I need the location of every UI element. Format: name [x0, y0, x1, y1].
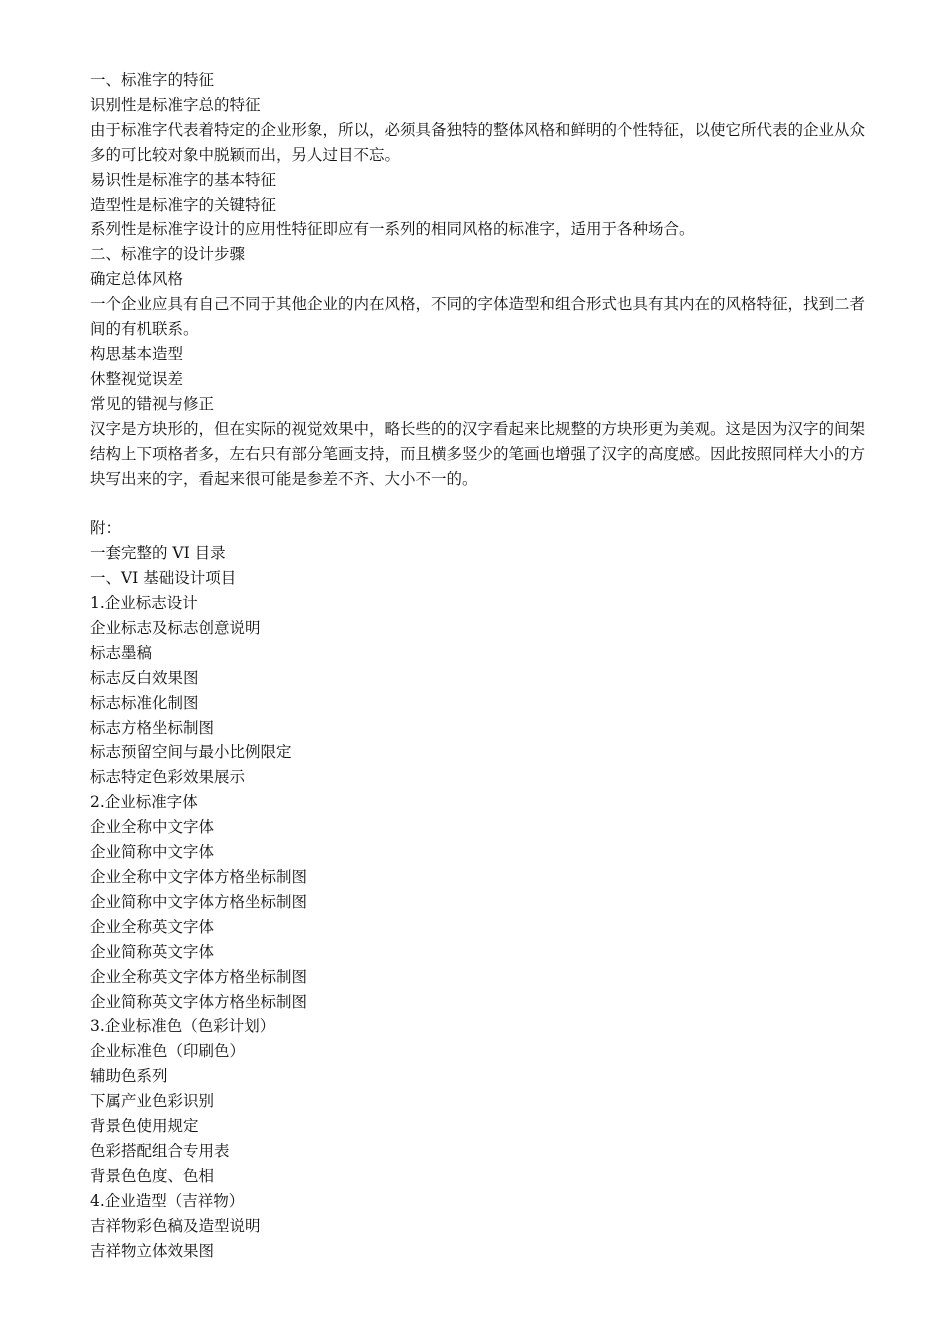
list-item: 3.企业标准色（色彩计划）: [90, 1017, 276, 1036]
list-item: 企业全称中文字体: [90, 818, 215, 837]
list-item: 企业简称中文字体: [90, 843, 215, 862]
list-item: 标志反白效果图: [90, 668, 199, 687]
list-item: 企业全称英文字体方格坐标制图: [90, 967, 308, 986]
list-item: 企业简称英文字体: [90, 942, 215, 961]
list-item: 1.企业标志设计: [90, 594, 198, 613]
list-item: 下属产业色彩识别: [90, 1092, 215, 1111]
blank-line: [90, 491, 870, 516]
list-item: 标志标准化制图: [90, 693, 199, 712]
document-page: [90, 68, 870, 1263]
section-heading: 一、标准字的特征: [90, 71, 215, 89]
paragraph: 常见的错视与修正: [90, 394, 215, 413]
list-item: 企业标准色（印刷色）: [90, 1042, 246, 1061]
list-item: 标志墨稿: [90, 643, 153, 662]
paragraph: 造型性是标准字的关键特征: [90, 195, 277, 214]
list-item: 4.企业造型（吉祥物）: [90, 1191, 245, 1210]
list-item: 企业全称英文字体: [90, 917, 215, 936]
section-heading: 二、标准字的设计步骤: [90, 245, 246, 264]
paragraph: 汉字是方块形的，但在实际的视觉效果中，略长些的的汉字看起来比规整的方块形更为美观。这是因为汉字的间架结构上下项格者多，左右只有部分笔画支持，而且横多竖少的笔画也增强了汉字的高度感。因此按照同样大小的方块写出来的字，看起来很可能是参差不齐、大小不一的。: [90, 419, 866, 488]
paragraph: 一个企业应具有自己不同于其他企业的内在风格，不同的字体造型和组合形式也具有其内在的风格特征，找到二者间的有机联系。: [90, 295, 866, 339]
list-item: 标志方格坐标制图: [90, 718, 215, 737]
list-item: 企业全称中文字体方格坐标制图: [90, 867, 308, 886]
list-item: 企业简称英文字体方格坐标制图: [90, 992, 308, 1011]
list-item: 标志预留空间与最小比例限定: [90, 743, 292, 762]
paragraph: 识别性是标准字总的特征: [90, 95, 261, 114]
paragraph: 易识性是标准字的基本特征: [90, 170, 277, 189]
list-item: 2.企业标准字体: [90, 793, 198, 812]
list-item: 吉祥物彩色稿及造型说明: [90, 1216, 261, 1235]
list-item: 企业标志及标志创意说明: [90, 618, 261, 637]
list-item: 背景色使用规定: [90, 1117, 199, 1136]
list-item: 企业简称中文字体方格坐标制图: [90, 892, 308, 911]
appendix-part-heading: 一、VI 基础设计项目: [90, 569, 237, 588]
list-item: 辅助色系列: [90, 1067, 168, 1086]
paragraph: 系列性是标准字设计的应用性特征即应有一系列的相同风格的标准字，适用于各种场合。: [90, 220, 695, 239]
list-item: 背景色色度、色相: [90, 1166, 215, 1185]
appendix-label: 附：: [90, 519, 122, 538]
list-item: 吉祥物立体效果图: [90, 1241, 215, 1260]
appendix-title: 一套完整的 VI 目录: [90, 544, 226, 563]
list-item: 色彩搭配组合专用表: [90, 1141, 230, 1160]
paragraph: 休整视觉误差: [90, 369, 184, 388]
paragraph: 由于标准字代表着特定的企业形象，所以，必须具备独特的整体风格和鲜明的个性特征，以使它所代表的企业从众多的可比较对象中脱颖而出，另人过目不忘。: [90, 120, 866, 164]
list-item: 标志特定色彩效果展示: [90, 768, 246, 787]
paragraph: 构思基本造型: [90, 344, 184, 363]
paragraph: 确定总体风格: [90, 270, 184, 289]
vi-item-list: [90, 591, 870, 1263]
